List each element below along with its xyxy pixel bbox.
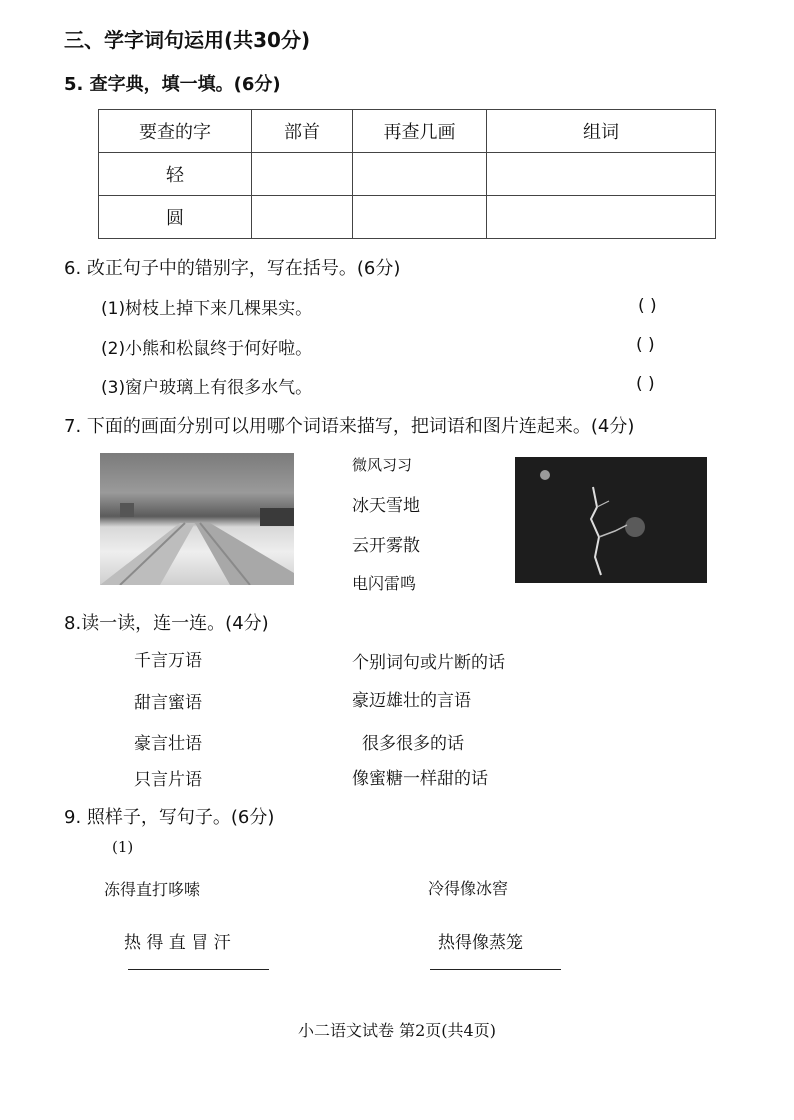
page-footer: 小二语文试卷 第2页(共4页) — [298, 1021, 496, 1040]
lightning-image — [515, 457, 707, 583]
q5-title: 5. 查字典，填一填。(6分) — [64, 74, 281, 95]
cell-strokes[interactable] — [353, 153, 487, 196]
lightning-icon — [515, 457, 707, 583]
cell-radical[interactable] — [252, 196, 353, 239]
q9-sub-label: (1) — [112, 838, 134, 856]
q8-right-4[interactable]: 像蜜糖一样甜的话 — [352, 769, 488, 789]
q8-left-4[interactable]: 只言片语 — [134, 770, 202, 790]
header-radical: 部首 — [252, 110, 353, 153]
q6-answer-2[interactable]: ( ) — [636, 335, 655, 355]
q7-word-2[interactable]: 冰天雪地 — [352, 496, 420, 516]
cell-words[interactable] — [487, 196, 716, 239]
q7-word-1[interactable]: 微风习习 — [352, 456, 413, 474]
q8-right-3[interactable]: 很多很多的话 — [362, 734, 464, 754]
q9-question-right: 热得像蒸笼 — [438, 933, 523, 953]
section-title: 三、学字词句运用(共30分) — [64, 28, 311, 52]
snow-road-image — [100, 453, 294, 585]
q9-title: 9. 照样子，写句子。(6分) — [64, 807, 275, 828]
q9-example-right: 冷得像冰窖 — [428, 879, 509, 898]
q9-example-left: 冻得直打哆嗦 — [104, 880, 201, 899]
q9-question-left: 热 得 直 冒 汗 — [124, 933, 231, 953]
cell-words[interactable] — [487, 153, 716, 196]
q9-answer-line-right[interactable] — [430, 969, 561, 970]
q8-left-3[interactable]: 豪言壮语 — [134, 734, 202, 754]
cell-radical[interactable] — [252, 153, 353, 196]
q6-title: 6. 改正句子中的错别字，写在括号。(6分) — [64, 258, 401, 279]
q8-left-2[interactable]: 甜言蜜语 — [134, 693, 202, 713]
cell-char: 轻 — [99, 153, 252, 196]
q8-right-2[interactable]: 豪迈雄壮的言语 — [352, 691, 471, 711]
table-row — [99, 196, 716, 239]
q6-item-3: (3)窗户玻璃上有很多水气。 — [101, 378, 313, 398]
q7-word-3[interactable]: 云开雾散 — [352, 536, 420, 556]
q7-title: 7. 下面的画面分别可以用哪个词语来描写，把词语和图片连起来。(4分) — [64, 416, 635, 437]
q7-word-4[interactable]: 电闪雷鸣 — [352, 574, 417, 593]
cell-strokes[interactable] — [353, 196, 487, 239]
q8-right-1[interactable]: 个别词句或片断的话 — [352, 653, 505, 673]
q6-answer-3[interactable]: ( ) — [636, 374, 655, 394]
table-header-row — [99, 110, 716, 153]
cell-char: 圆 — [99, 196, 252, 239]
q6-item-2: (2)小熊和松鼠终于何好啦。 — [101, 339, 313, 359]
q6-answer-1[interactable]: ( ) — [638, 296, 657, 316]
table-row — [99, 153, 716, 196]
header-strokes: 再查几画 — [353, 110, 487, 153]
q6-item-1: (1)树枝上掉下来几棵果实。 — [101, 299, 313, 319]
header-char: 要查的字 — [99, 110, 252, 153]
dictionary-table — [98, 109, 716, 239]
header-words: 组词 — [487, 110, 716, 153]
q8-left-1[interactable]: 千言万语 — [134, 651, 202, 671]
q9-answer-line-left[interactable] — [128, 969, 269, 970]
snow-road-icon — [100, 453, 294, 585]
q8-title: 8.读一读，连一连。(4分) — [64, 613, 269, 634]
